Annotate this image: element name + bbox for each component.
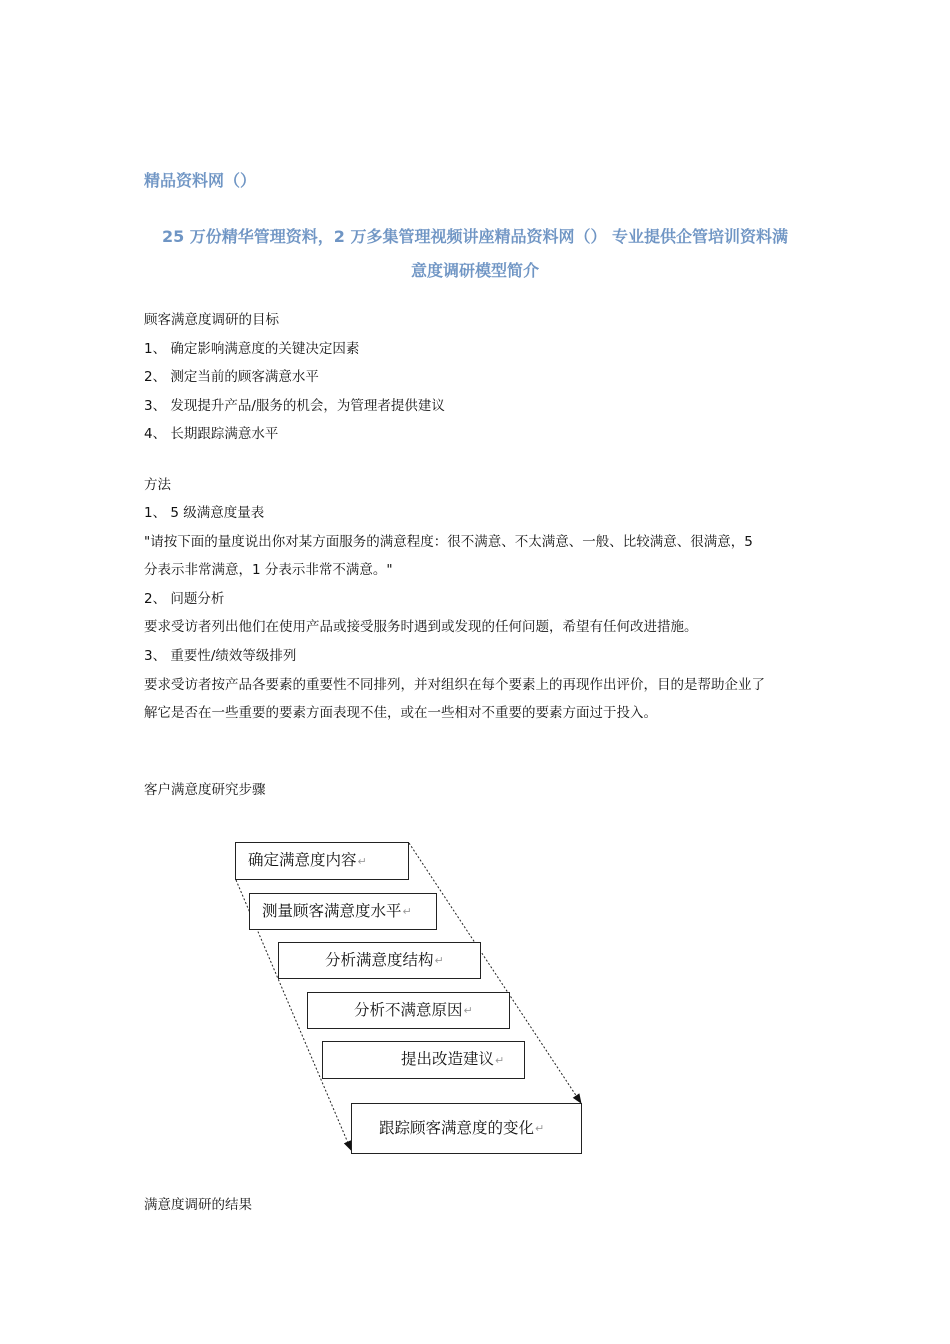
- step-label: 确定满意度内容: [248, 851, 357, 870]
- method-2-title: 2、 问题分析: [144, 591, 225, 607]
- goal-item: 2、 测定当前的顾客满意水平: [144, 369, 319, 385]
- site-title: 精品资料网（）: [144, 171, 257, 190]
- results-heading: 满意度调研的结果: [144, 1197, 252, 1213]
- step-box-1: [235, 842, 409, 880]
- step-box-4: [307, 992, 510, 1029]
- method-3-description-cont: 解它是否在一些重要的要素方面表现不佳，或在一些相对不重要的要素方面过于投入。: [144, 705, 657, 721]
- step-box-3: [278, 942, 481, 979]
- paragraph-mark-icon: ↵: [434, 954, 444, 967]
- step-label: 分析满意度结构: [325, 950, 434, 969]
- step-box-6: [351, 1103, 582, 1154]
- goal-item: 4、 长期跟踪满意水平: [144, 426, 279, 442]
- goals-heading: 顾客满意度调研的目标: [144, 312, 279, 328]
- step-box-2: [249, 893, 437, 930]
- method-1-description: "请按下面的量度说出你对某方面服务的满意程度：很不满意、不太满意、一般、比较满意、很满意，5: [144, 534, 753, 550]
- paragraph-mark-icon: ↵: [463, 1004, 473, 1017]
- step-label: 提出改造建议: [401, 1050, 495, 1069]
- steps-heading: 客户满意度研究步骤: [144, 782, 266, 798]
- headline-line-1: 25 万份精华管理资料，2 万多集管理视频讲座精品资料网（） 专业提供企管培训资料满: [161, 227, 789, 246]
- method-3-description: 要求受访者按产品各要素的重要性不同排列，并对组织在每个要素上的再现作出评价，目的是帮助企业了: [144, 677, 765, 693]
- step-label: 跟踪顾客满意度的变化: [379, 1118, 535, 1137]
- methods-heading: 方法: [144, 477, 171, 493]
- goal-item: 1、 确定影响满意度的关键决定因素: [144, 341, 360, 357]
- step-box-5: [322, 1041, 525, 1079]
- headline-line-2: 意度调研模型简介: [410, 261, 539, 280]
- goal-item: 3、 发现提升产品/服务的机会，为管理者提供建议: [144, 398, 445, 414]
- method-1-description-cont: 分表示非常满意，1 分表示非常不满意。": [144, 562, 393, 578]
- paragraph-mark-icon: ↵: [357, 854, 367, 868]
- step-label: 测量顾客满意度水平: [262, 901, 402, 920]
- paragraph-mark-icon: ↵: [535, 1122, 545, 1135]
- paragraph-mark-icon: ↵: [495, 1053, 505, 1067]
- method-1-title: 1、 5 级满意度量表: [144, 505, 265, 521]
- method-3-title: 3、 重要性/绩效等级排列: [144, 648, 297, 664]
- paragraph-mark-icon: ↵: [402, 905, 412, 918]
- method-2-description: 要求受访者列出他们在使用产品或接受服务时遇到或发现的任何问题，希望有任何改进措施。: [144, 619, 698, 635]
- step-label: 分析不满意原因: [354, 1000, 463, 1019]
